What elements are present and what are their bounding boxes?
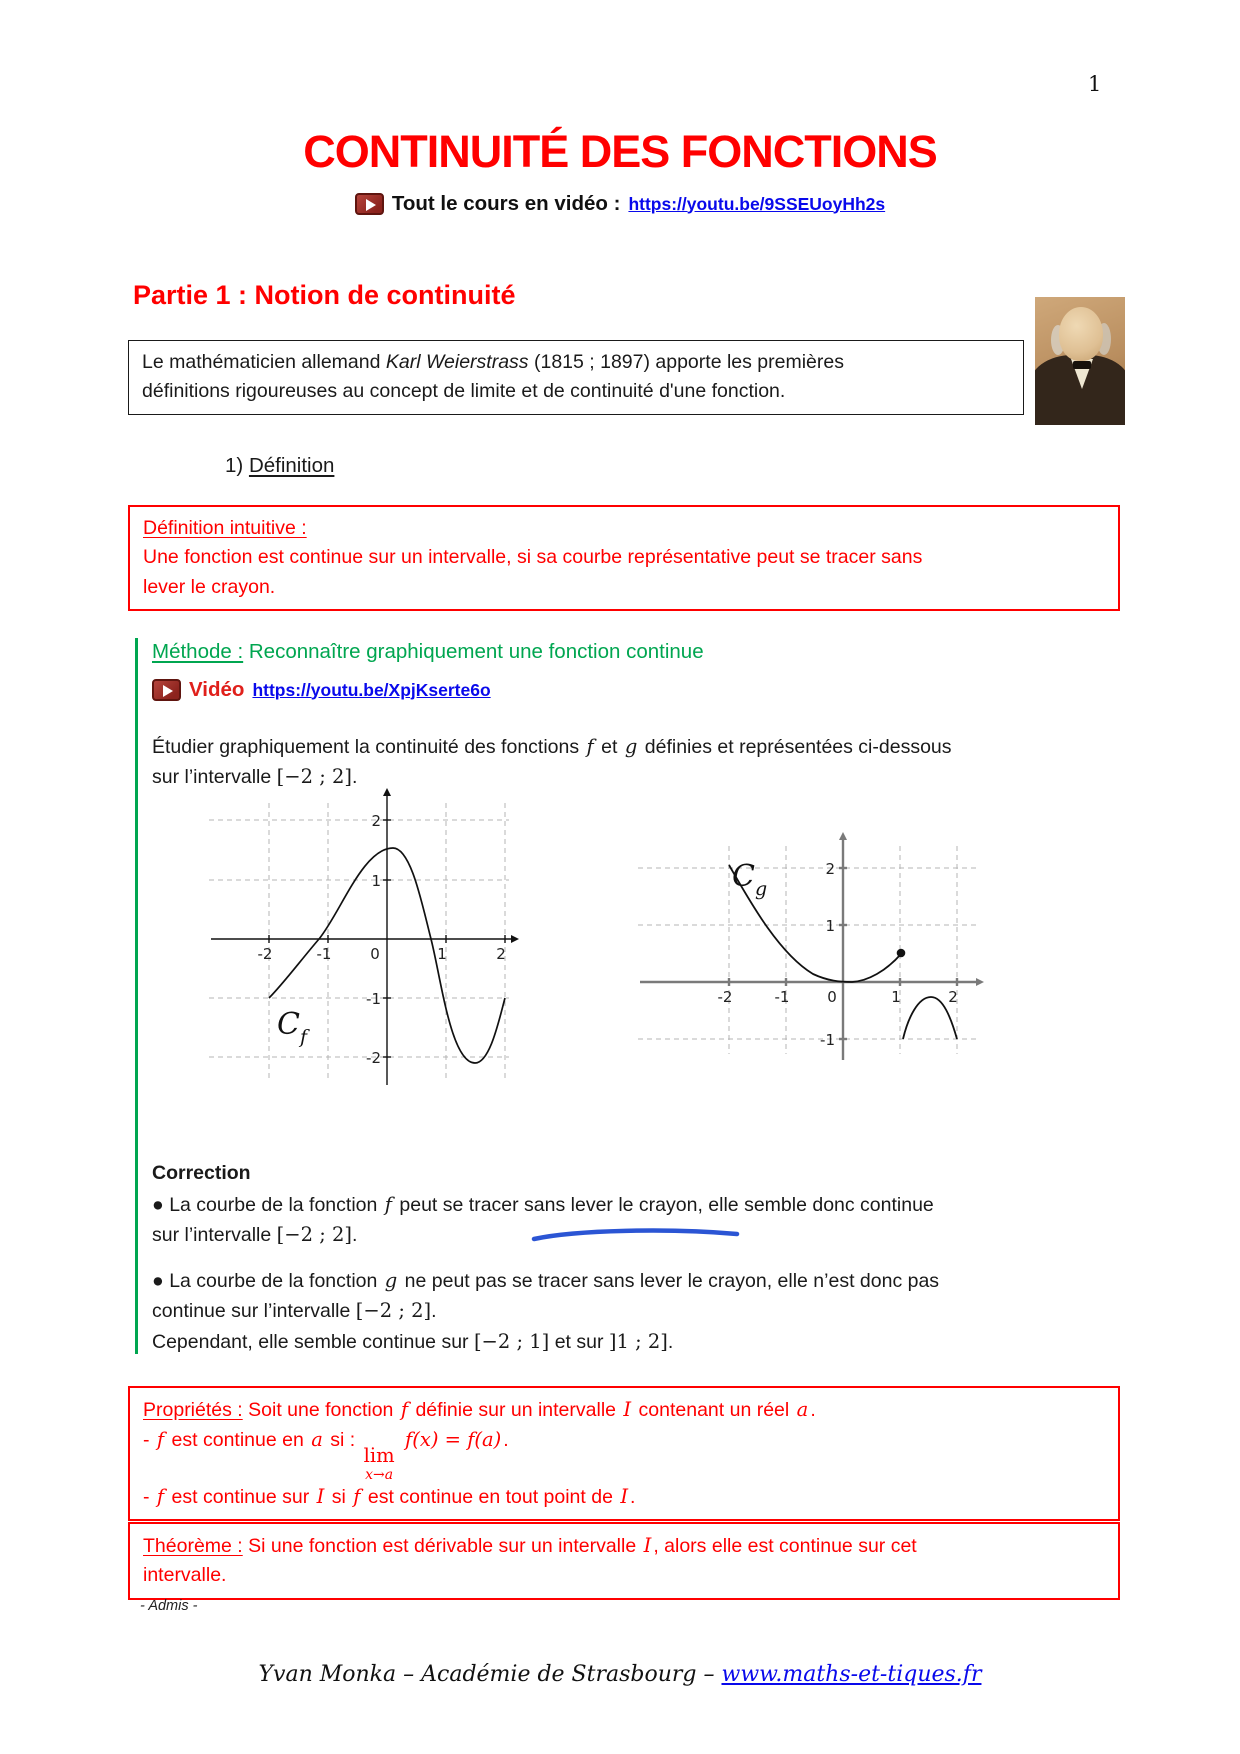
definition-subheading: 1) Définition [225, 454, 335, 477]
x-axis-arrow [511, 935, 519, 943]
admis-note: - Admis - [140, 1598, 198, 1614]
svg-text:1: 1 [371, 872, 381, 890]
svg-text:1: 1 [825, 917, 835, 935]
axes-f [211, 794, 511, 1085]
x-axis-arrow [976, 978, 984, 986]
correction-bullet-g: ● La courbe de la fonction g ne peut pas se tracer sans lever le crayon, elle n’est donc pas continue sur l’intervalle [−2 ; 2]. Cependant, elle semble continue sur [−2 ; 1] et sur ]1 ; 2]. [152, 1269, 940, 1353]
svg-text:-1: -1 [366, 990, 381, 1008]
svg-text:0: 0 [827, 988, 837, 1006]
graph-f [205, 788, 525, 1088]
course-video-line [0, 192, 1240, 216]
course-video-label: Tout le cours en vidéo : [391, 192, 621, 215]
svg-text:-1: -1 [316, 945, 332, 963]
method-section-bar [135, 638, 138, 1354]
method-video-link[interactable]: https://youtu.be/XpjKserte6o [252, 679, 491, 700]
svg-text:-2: -2 [366, 1049, 381, 1067]
properties-box: Propriétés : Soit une fonction f définie sur un intervalle I contenant un réel a . - f est continue en a si : lim x→a f(x) = f(a) . - f est continue sur I si f est continue en tout point de I . [128, 1386, 1120, 1521]
method-video-label: Vidéo [189, 678, 245, 701]
y-axis-arrow [383, 788, 391, 796]
curve-g-endpoint-dot [897, 949, 906, 958]
svg-text:1: 1 [891, 988, 901, 1006]
x-tick-labels-f [258, 945, 506, 963]
svg-text:2: 2 [371, 812, 381, 830]
svg-text:2: 2 [825, 860, 835, 878]
play-icon[interactable] [152, 679, 181, 701]
page-number: 1 [1088, 72, 1102, 96]
footer [0, 1662, 1240, 1687]
curve-g-label: $C_g$ [732, 859, 768, 900]
theorem-box: Théorème : Si une fonction est dérivable sur un intervalle I , alors elle est continue sur cet intervalle. [128, 1522, 1120, 1600]
svg-text:0: 0 [370, 945, 380, 963]
exercise-statement: Étudier graphiquement la continuité des fonctions f et g définies et représentées ci-dessous sur l’intervalle [−2 ; 2]. [152, 735, 952, 789]
part1-heading: Partie 1 : Notion de continuité [133, 280, 516, 310]
footer-author: Yvan Monka – Académie de Strasbourg – [258, 1662, 722, 1687]
svg-text:-2: -2 [717, 988, 733, 1006]
svg-text:2: 2 [496, 945, 506, 963]
grid-f [209, 803, 509, 1080]
footer-site-link[interactable]: www.maths-et-tiques.fr [721, 1662, 982, 1687]
weierstrass-box: Le mathématicien allemand Karl Weierstrass (1815 ; 1897) apporte les premières définitions rigoureuses au concept de limite et de continuité d'une fonction. [128, 340, 1024, 415]
svg-text:-1: -1 [820, 1031, 835, 1049]
curve-f-label: $C_f$ [277, 1007, 308, 1048]
svg-text:1: 1 [437, 945, 447, 963]
y-tick-labels-g [820, 860, 835, 1049]
play-icon[interactable] [355, 193, 384, 215]
method-video-line [152, 678, 491, 702]
y-axis-arrow [839, 832, 847, 840]
course-video-link[interactable]: https://youtu.be/9SSEUoyHh2s [628, 193, 886, 214]
blue-underline-annotation [528, 1226, 746, 1244]
svg-text:-2: -2 [257, 945, 273, 963]
graph-g [628, 828, 988, 1068]
grid-g [638, 846, 976, 1054]
correction-heading: Correction [152, 1162, 251, 1184]
definition-box: Définition intuitive : Une fonction est continue sur un intervalle, si sa courbe représentative peut se tracer sans lever le crayon. [128, 505, 1120, 611]
svg-text:2: 2 [948, 988, 958, 1006]
page-title: CONTINUITÉ DES FONCTIONS [303, 126, 937, 177]
axes-g [640, 838, 976, 1060]
portrait-bowtie [1073, 361, 1091, 369]
x-tick-labels-g [718, 988, 958, 1006]
weierstrass-portrait [1035, 297, 1125, 425]
svg-text:-1: -1 [774, 988, 790, 1006]
correction-bullet-f: ● La courbe de la fonction f peut se tracer sans lever le crayon, elle semble donc continue sur l’intervalle [−2 ; 2]. [152, 1193, 934, 1247]
portrait-head [1059, 307, 1103, 361]
methode-heading: Méthode : Reconnaître graphiquement une fonction continue [152, 640, 704, 663]
